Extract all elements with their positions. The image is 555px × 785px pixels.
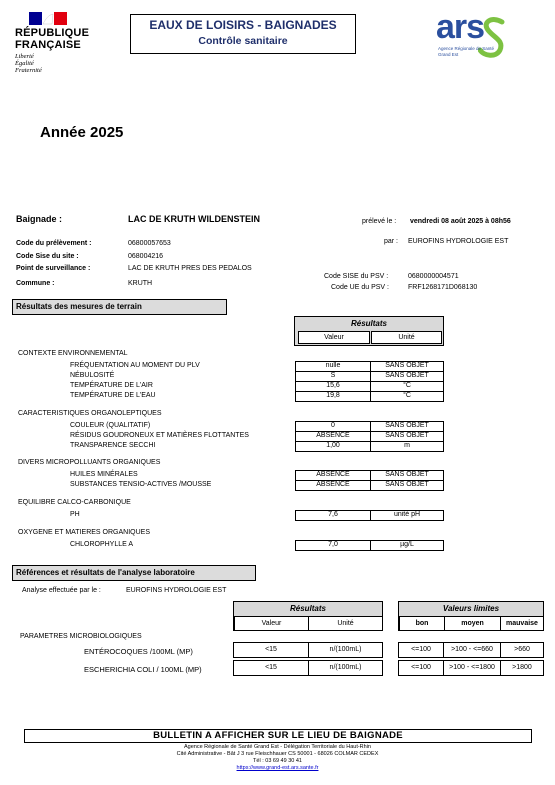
code-sise-site-label: Code Sise du site : <box>16 253 79 260</box>
limits-col-bon: bon <box>399 616 445 631</box>
page-subtitle: Contrôle sanitaire <box>198 35 288 47</box>
terrain-row-label: HUILES MINÉRALES <box>70 471 138 478</box>
terrain-row-unit: µg/L <box>370 540 444 551</box>
enterocoques-bon: <=100 <box>398 642 444 658</box>
code-ue-psv-label: Code UE du PSV : <box>331 284 389 291</box>
code-ue-psv-value: FRF1268171D068130 <box>408 284 478 291</box>
ars-logo <box>432 8 512 68</box>
commune-value: KRUTH <box>128 280 153 287</box>
terrain-row-label: TEMPÉRATURE DE L'AIR <box>70 382 153 389</box>
rf-line2: FRANÇAISE <box>15 39 81 51</box>
ars-logo-text: ars <box>436 8 485 46</box>
terrain-row-value: S <box>295 371 371 382</box>
labo-results-title: Résultats <box>289 604 326 613</box>
terrain-row-unit: °C <box>370 391 444 402</box>
terrain-row-unit: SANS OBJET <box>370 470 444 481</box>
terrain-row-value: ABSENCE <box>295 431 371 442</box>
terrain-col-unite: Unité <box>371 331 442 344</box>
code-sise-site-value: 068004216 <box>128 253 164 260</box>
terrain-row-unit: unité pH <box>370 510 444 521</box>
enterocoques-unit: n/(100mL) <box>308 642 383 658</box>
code-sise-psv-value: 0680000004571 <box>408 273 459 280</box>
terrain-col-valeur: Valeur <box>298 331 370 344</box>
labo-section-title: Références et résultats de l'analyse laboratoire <box>12 565 256 581</box>
ecoli-value: <15 <box>233 660 309 676</box>
enterocoques-mauvaise: >660 <box>500 642 544 658</box>
par-label: par : <box>384 238 399 245</box>
terrain-results-title: Résultats <box>350 319 387 328</box>
terrain-row-value: 0 <box>295 421 371 432</box>
terrain-row-value: ABSENCE <box>295 470 371 481</box>
terrain-row-label: PH <box>70 511 80 518</box>
baignade-value: LAC DE KRUTH WILDENSTEIN <box>128 214 260 224</box>
enterocoques-value: <15 <box>233 642 309 658</box>
year-heading: Année 2025 <box>40 124 124 141</box>
terrain-row-unit: SANS OBJET <box>370 480 444 491</box>
ecoli-moyen: >100 - <=1800 <box>443 660 501 676</box>
rf-line1: RÉPUBLIQUE <box>15 27 90 39</box>
footer-line3: Tél : 03 69 49 30 41 <box>253 758 302 764</box>
terrain-row-unit: SANS OBJET <box>370 431 444 442</box>
microbio-group-title: PARAMETRES MICROBIOLOGIQUES <box>20 633 142 640</box>
code-sise-psv-label: Code SISE du PSV : <box>324 273 389 280</box>
footer-line1: Agence Régionale de Santé Grand Est - Délégation Territoriale du Haut-Rhin <box>183 744 371 750</box>
footer-link[interactable]: https://www.grand-est.ars.sante.fr <box>236 765 319 771</box>
ars-s-swoosh-icon <box>478 16 508 65</box>
point-surveillance-label: Point de surveillance : <box>16 265 91 272</box>
terrain-row-label: FRÉQUENTATION AU MOMENT DU PLV <box>70 362 200 369</box>
code-prelevement-label: Code du prélèvement : <box>16 240 92 247</box>
baignade-label: Baignade : <box>16 214 63 224</box>
terrain-row-unit: SANS OBJET <box>370 361 444 372</box>
terrain-row-unit: m <box>370 441 444 452</box>
preleve-value: vendredi 08 août 2025 à 08h56 <box>410 218 511 225</box>
terrain-row-label: TRANSPARENCE SECCHI <box>70 442 156 449</box>
ecoli-unit: n/(100mL) <box>308 660 383 676</box>
rf-motto1: Liberté <box>15 53 34 60</box>
commune-label: Commune : <box>16 280 55 287</box>
terrain-row-value: 7,0 <box>295 540 371 551</box>
limits-col-moyen: moyen <box>444 616 501 631</box>
terrain-row-label: NÉBULOSITÉ <box>70 372 115 379</box>
terrain-row-unit: °C <box>370 381 444 392</box>
terrain-row-value: ABSENCE <box>295 480 371 491</box>
terrain-results-header <box>294 316 444 346</box>
terrain-row-unit: SANS OBJET <box>370 421 444 432</box>
par-value: EUROFINS HYDROLOGIE EST <box>408 238 509 245</box>
enterocoques-moyen: >100 - <=660 <box>443 642 501 658</box>
terrain-group-title: OXYGENE ET MATIERES ORGANIQUES <box>18 529 150 536</box>
terrain-group-title: CARACTERISTIQUES ORGANOLEPTIQUES <box>18 410 162 417</box>
ecoli-mauvaise: >1800 <box>500 660 544 676</box>
code-prelevement-value: 06800057653 <box>128 240 171 247</box>
terrain-row-value: 1,00 <box>295 441 371 452</box>
terrain-row-value: 7,6 <box>295 510 371 521</box>
terrain-group-title: EQUILIBRE CALCO-CARBONIQUE <box>18 499 131 506</box>
analyse-label: Analyse effectuée par le : <box>22 587 101 594</box>
marianne-flag-icon <box>29 12 67 25</box>
terrain-row-unit: SANS OBJET <box>370 371 444 382</box>
limits-header <box>398 601 544 631</box>
terrain-row-value: 19,8 <box>295 391 371 402</box>
terrain-row-label: CHLOROPHYLLE A <box>70 541 134 548</box>
republique-francaise-logo <box>15 12 95 78</box>
point-surveillance-value: LAC DE KRUTH PRES DES PEDALOS <box>128 265 252 272</box>
labo-results-header <box>233 601 383 631</box>
terrain-row-label: RÉSIDUS GOUDRONEUX ET MATIÈRES FLOTTANTES <box>70 432 249 439</box>
terrain-row-label: SUBSTANCES TENSIO-ACTIVES /MOUSSE <box>70 481 212 488</box>
limits-col-mauvaise: mauvaise <box>500 616 544 631</box>
rf-motto3: Fraternité <box>15 67 42 74</box>
terrain-row-value: nulle <box>295 361 371 372</box>
ars-sub1: Agence Régionale de Santé <box>438 46 495 51</box>
rf-motto2: Égalité <box>15 60 34 67</box>
terrain-group-title: CONTEXTE ENVIRONNEMENTAL <box>18 350 128 357</box>
terrain-row-label: TEMPÉRATURE DE L'EAU <box>70 392 156 399</box>
terrain-section-title: Résultats des mesures de terrain <box>12 299 227 315</box>
ecoli-label: ESCHERICHIA COLI / 100ML (MP) <box>84 665 202 674</box>
terrain-row-value: 15,6 <box>295 381 371 392</box>
limits-title: Valeurs limites <box>442 604 500 613</box>
labo-col-valeur: Valeur <box>234 616 309 631</box>
title-box <box>130 14 356 54</box>
page-title: EAUX DE LOISIRS - BAIGNADES <box>149 18 337 32</box>
terrain-row-label: COULEUR (QUALITATIF) <box>70 422 151 429</box>
labo-col-unite: Unité <box>308 616 383 631</box>
footer-line2: Cité Administrative - Bât J 3 rue Fleischhauer CS 50001 - 68026 COLMAR CEDEX <box>176 751 379 757</box>
bulletin-banner: BULLETIN A AFFICHER SUR LE LIEU DE BAIGNADE <box>24 729 532 743</box>
terrain-group-title: DIVERS MICROPOLLUANTS ORGANIQUES <box>18 459 161 466</box>
preleve-label: prélevé le : <box>362 218 397 225</box>
enterocoques-label: ENTÉROCOQUES /100ML (MP) <box>84 647 193 656</box>
ars-sub2: Grand Est <box>438 52 459 57</box>
analyse-value: EUROFINS HYDROLOGIE EST <box>126 587 227 594</box>
ecoli-bon: <=100 <box>398 660 444 676</box>
